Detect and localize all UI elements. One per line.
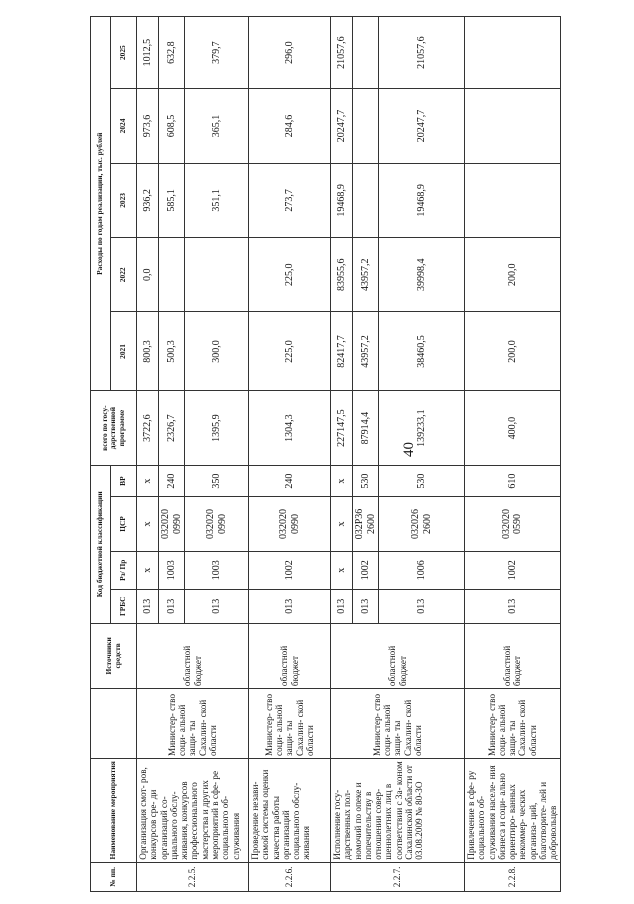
executor: Министер- ство соци- альной защи- ты Сахалин- ской области [331, 689, 465, 759]
header-executor [91, 689, 137, 759]
rotated-table-wrapper [90, 16, 559, 892]
header-year-2021: 2021 [111, 312, 137, 391]
grbs: 013 [185, 589, 249, 623]
row-number: 2.2.6. [249, 862, 331, 891]
rzpr: 1002 [465, 551, 561, 589]
total: 400,0 [465, 391, 561, 465]
year-2022: 225,0 [249, 238, 331, 312]
year-2022: 43957,2 [353, 238, 379, 312]
header-year-2022: 2022 [111, 238, 137, 312]
header-csr: ЦСР [111, 497, 137, 551]
year-2023: 351,1 [185, 163, 249, 237]
vr: 240 [159, 465, 185, 497]
vr: х [331, 465, 353, 497]
year-2025: 21057,6 [331, 17, 353, 89]
executor: Министер- ство соци- альной защи- ты Сахалин- ской области [465, 689, 561, 759]
executor: Министер- ство соци- альной защи- ты Сахалин- ской области [137, 689, 249, 759]
year-2021: 225,0 [249, 312, 331, 391]
year-2024: 20247,7 [379, 89, 465, 163]
total: 227147,5 [331, 391, 353, 465]
year-2022: 0,0 [137, 238, 159, 312]
budget-table [90, 16, 561, 892]
header-rzpr: Рз/ Пр [111, 551, 137, 589]
vr: 610 [465, 465, 561, 497]
year-2024: 973,6 [137, 89, 159, 163]
header-vr: ВР [111, 465, 137, 497]
csr: х [331, 497, 353, 551]
activity-name: Привлечение в сфе- ру социального об- служивания населе- ния бизнеса и соци- ально ориентиро- ванных некоммер- ческих организа- ций, благотворите- лей и добровольцев [465, 758, 561, 862]
vr: х [137, 465, 159, 497]
rzpr: 1003 [159, 551, 185, 589]
grbs: 013 [331, 589, 353, 623]
year-2024 [353, 89, 379, 163]
funding-source: областной бюджет [249, 623, 331, 688]
header-source: Источники средств [91, 623, 137, 688]
total: 1395,9 [185, 391, 249, 465]
rzpr: х [331, 551, 353, 589]
year-2025 [465, 17, 561, 89]
year-2024: 284,6 [249, 89, 331, 163]
header-grbs: ГРБС [111, 589, 137, 623]
year-2022 [185, 238, 249, 312]
year-2021: 43957,2 [353, 312, 379, 391]
year-2021: 82417,7 [331, 312, 353, 391]
year-2023: 585,1 [159, 163, 185, 237]
year-2022: 39998,4 [379, 238, 465, 312]
year-2025: 379,7 [185, 17, 249, 89]
header-no: № пп. [91, 862, 137, 891]
funding-source: областной бюджет [137, 623, 249, 688]
year-2023: 273,7 [249, 163, 331, 237]
year-2025: 632,8 [159, 17, 185, 89]
activity-name: Организация смот- ров, конкурсов сре- ди организаций со- циального обслу- живания, конкурсов профессионального мастерства и других мероприятий в сфе- ре социального об- служивания [137, 758, 249, 862]
header-years-group: Расходы по годам реализации, тыс. рублей [91, 17, 111, 391]
rzpr: 1006 [379, 551, 465, 589]
header-year-2023: 2023 [111, 163, 137, 237]
grbs: 013 [379, 589, 465, 623]
year-2021: 500,3 [159, 312, 185, 391]
grbs: 013 [249, 589, 331, 623]
csr: 032020 0990 [159, 497, 185, 551]
year-2025 [353, 17, 379, 89]
header-name: Наименование мероприятия [91, 758, 137, 862]
table-row [137, 17, 159, 892]
activity-name: Проведение незави- симой системы оценки качества работы организаций социального обслу- живания [249, 758, 331, 862]
year-2024: 608,5 [159, 89, 185, 163]
row-number: 2.2.8. [465, 862, 561, 891]
year-2021: 200,0 [465, 312, 561, 391]
page-number: 40 [401, 442, 417, 457]
grbs: 013 [465, 589, 561, 623]
header-year-2025: 2025 [111, 17, 137, 89]
grbs: 013 [137, 589, 159, 623]
year-2022 [159, 238, 185, 312]
funding-source: областной бюджет [465, 623, 561, 688]
rzpr: 1003 [185, 551, 249, 589]
total: 139233,1 [379, 391, 465, 465]
csr: 032Р36 2600 [353, 497, 379, 551]
executor: Министер- ство соци- альной защи- ты Сахалин- ской области [249, 689, 331, 759]
csr: 032020 0990 [249, 497, 331, 551]
rzpr: 1002 [353, 551, 379, 589]
vr: 240 [249, 465, 331, 497]
table-row [465, 17, 561, 892]
csr: 032020 0590 [465, 497, 561, 551]
header-year-2024: 2024 [111, 89, 137, 163]
year-2023 [465, 163, 561, 237]
table-row [331, 17, 353, 892]
year-2024: 365,1 [185, 89, 249, 163]
table-row [249, 17, 331, 892]
year-2022: 200,0 [465, 238, 561, 312]
row-number: 2.2.7. [331, 862, 465, 891]
row-number: 2.2.5. [137, 862, 249, 891]
grbs: 013 [159, 589, 185, 623]
year-2023: 936,2 [137, 163, 159, 237]
rzpr: х [137, 551, 159, 589]
year-2023: 19468,9 [379, 163, 465, 237]
year-2025: 21057,6 [379, 17, 465, 89]
year-2022: 83955,6 [331, 238, 353, 312]
year-2025: 1012,5 [137, 17, 159, 89]
total: 1304,3 [249, 391, 331, 465]
total: 2326,7 [159, 391, 185, 465]
year-2021: 300,0 [185, 312, 249, 391]
vr: 530 [379, 465, 465, 497]
year-2024 [465, 89, 561, 163]
year-2023: 19468,9 [331, 163, 353, 237]
vr: 530 [353, 465, 379, 497]
vr: 350 [185, 465, 249, 497]
funding-source: областной бюджет [331, 623, 465, 688]
activity-name: Исполнение госу- дарственных пол- номочий по опеке и попечительству в отношении совер- шеннолетних лиц в соответствии с За- коном Сахалинской области от 03.08.2009 № 80-ЗО [331, 758, 465, 862]
total: 3722,6 [137, 391, 159, 465]
grbs: 013 [353, 589, 379, 623]
csr: х [137, 497, 159, 551]
year-2021: 38460,5 [379, 312, 465, 391]
header-total: всего по госу- дарственной программе [91, 391, 137, 465]
year-2024: 20247,7 [331, 89, 353, 163]
year-2021: 800,3 [137, 312, 159, 391]
rzpr: 1002 [249, 551, 331, 589]
header-budget-group: Код бюджетной классификации [91, 465, 111, 623]
total: 87914,4 [353, 391, 379, 465]
year-2023 [353, 163, 379, 237]
csr: 032020 0990 [185, 497, 249, 551]
year-2025: 296,0 [249, 17, 331, 89]
csr: 032026 2600 [379, 497, 465, 551]
